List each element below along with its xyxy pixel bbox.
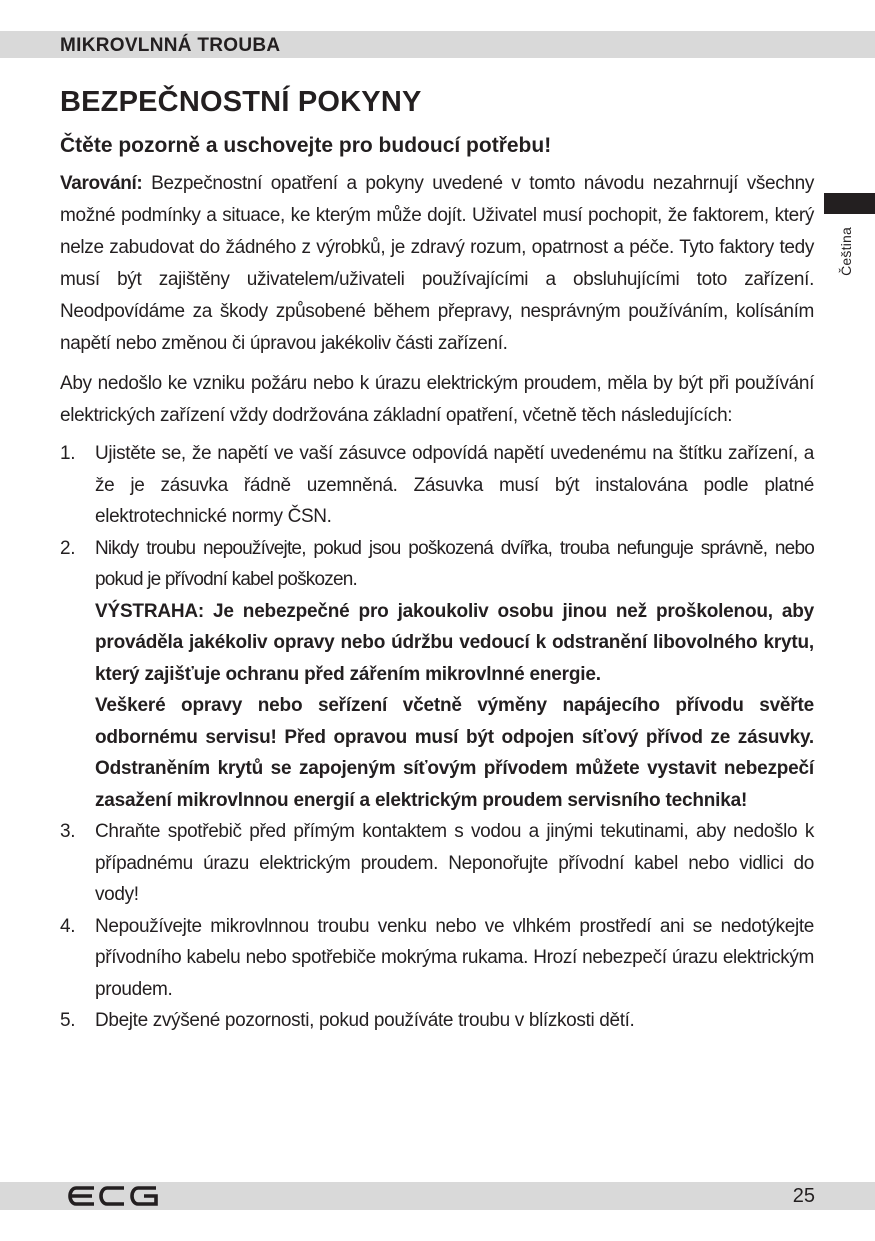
- main-content: [60, 84, 814, 1037]
- list-item: [60, 533, 814, 817]
- ecg-logo: [68, 1186, 160, 1206]
- warning-text: Bezpečnostní opatření a pokyny uvedené v tomto návodu nezahrnují všechny možné podmínky a situace, ke kterým může dojít. Uživatel musí pochopit, že faktorem, který nelze zabudovat do žádného z výrobků, je zdravý rozum, opatrnost a péče. Tyto faktory tedy musí být zajištěny uživatelem/uživateli používajícími a obsluhujícími toto zařízení. Neodpovídáme za škody způsobené během přepravy, nesprávným používáním, kolísáním napětí nebo změnou či úpravou jakékoliv části zařízení.: [60, 173, 814, 354]
- language-label: Čeština: [838, 227, 854, 276]
- safety-list: [60, 438, 814, 1037]
- warning-label: Varování:: [60, 173, 143, 194]
- page-title: BEZPEČNOSTNÍ POKYNY: [60, 86, 422, 118]
- list-item-text: Dbejte zvýšené pozornosti, pokud používáte troubu v blízkosti dětí.: [95, 1010, 635, 1031]
- list-item-number: 5.: [60, 1010, 76, 1031]
- warning-paragraph: [60, 168, 814, 360]
- page-number: 25: [792, 1185, 815, 1207]
- list-item: [60, 438, 814, 533]
- list-item-text: Nikdy troubu nepoužívejte, pokud jsou poškozená dvířka, trouba nefunguje správně, nebo pokud je přívodní kabel poškozen.: [95, 537, 814, 590]
- header-bar: [0, 31, 875, 58]
- list-item: [60, 911, 814, 1006]
- intro-paragraph: Aby nedošlo ke vzniku požáru nebo k úrazu elektrickým proudem, měla by být při používání elektrických zařízení vždy dodržována základní opatření, včetně těch následujících:: [60, 373, 814, 426]
- list-item-number: 2.: [60, 537, 76, 559]
- list-item-number: 3.: [60, 821, 76, 842]
- subtitle: Čtěte pozorně a uschovejte pro budoucí potřebu!: [60, 134, 552, 157]
- service-warning: Veškeré opravy nebo seřízení včetně výměny napájecího přívodu svěřte odbornému servisu! Před opravou musí být odpojen síťový přívod ze zásuvky. Odstraněním krytů se zapojeným síťovým přívodem můžete vystavit nebezpečí zasažení mikrovlnnou energií a elektrickým proudem servisního technika!: [95, 695, 814, 811]
- list-item-text: Chraňte spotřebič před přímým kontaktem s vodou a jinými tekutinami, aby nedošlo k případnému úrazu elektrickým proudem. Neponořujte přívodní kabel nebo vidlici do vody!: [95, 821, 814, 905]
- language-tab-marker: [824, 193, 875, 214]
- footer-bar: [0, 1182, 875, 1210]
- list-item-text: Ujistěte se, že napětí ve vaší zásuvce odpovídá napětí uvedenému na štítku zařízení, a že je zásuvka řádně uzemněná. Zásuvka musí být instalována podle platné elektrotechnické normy ČSN.: [95, 443, 814, 527]
- list-item-number: 4.: [60, 915, 76, 937]
- list-item-number: 1.: [60, 443, 76, 464]
- list-item: [60, 816, 814, 911]
- list-item-text: Nepoužívejte mikrovlnnou troubu venku nebo ve vlhkém prostředí ani se nedotýkejte přívodního kabelu nebo spotřebiče mokrýma rukama. Hrozí nebezpečí úrazu elektrickým proudem.: [95, 915, 814, 1000]
- header-title: MIKROVLNNÁ TROUBA: [60, 35, 281, 56]
- danger-warning: VÝSTRAHA: Je nebezpečné pro jakoukoliv osobu jinou než proškolenou, aby prováděla jakékoliv opravy nebo údržbu vedoucí k odstranění libovolného krytu, který zajišťuje ochranu před zářením mikrovlnné energie.: [95, 600, 814, 685]
- list-item: [60, 1005, 814, 1037]
